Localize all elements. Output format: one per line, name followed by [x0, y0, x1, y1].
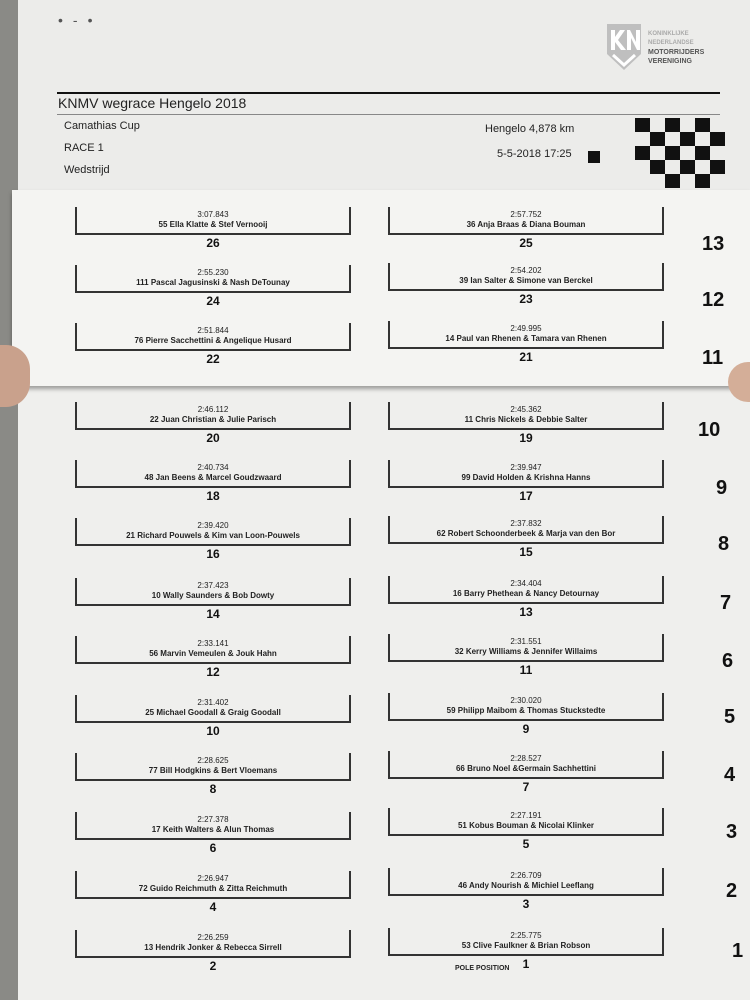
- slot-laptime: 2:46.112: [197, 405, 229, 414]
- slot-laptime: 2:27.378: [197, 815, 229, 824]
- slot-laptime: 2:45.362: [510, 405, 542, 414]
- slot-riders: 55 Ella Klatte & Stef Vernooij: [158, 220, 268, 229]
- checkered-flag-icon: [635, 118, 725, 188]
- slot-position: 24: [206, 294, 220, 308]
- grid-slot: [388, 207, 664, 250]
- grid-slot: [388, 693, 664, 736]
- grid-slot: [75, 460, 351, 503]
- event-title: KNMV wegrace Hengelo 2018: [58, 95, 247, 111]
- slot-laptime: 2:26.259: [197, 933, 229, 942]
- grid-slot: [75, 578, 351, 621]
- slot-riders: 22 Juan Christian & Julie Parisch: [149, 415, 277, 424]
- logo-line: KONINKLIJKE: [648, 31, 689, 37]
- slot-position: 26: [206, 236, 220, 250]
- square-marker: [588, 151, 600, 163]
- slot-position: 13: [519, 605, 533, 619]
- slot-riders: 36 Anja Braas & Diana Bouman: [466, 220, 586, 229]
- slot-riders: 77 Bill Hodgkins & Bert Vloemans: [148, 766, 278, 775]
- slot-laptime: 2:25.775: [510, 931, 542, 940]
- slot-riders: 11 Chris Nickels & Debbie Salter: [464, 415, 588, 424]
- slot-riders: 14 Paul van Rhenen & Tamara van Rhenen: [445, 334, 607, 343]
- slot-riders: 51 Kobus Bouman & Nicolai Klinker: [457, 821, 595, 830]
- logo-line: NEDERLANDSE: [648, 40, 694, 46]
- slot-riders: 21 Richard Pouwels & Kim van Loon-Pouwels: [126, 531, 300, 540]
- grid-row-number: 10: [698, 419, 721, 441]
- race-name: RACE 1: [64, 142, 104, 154]
- slot-position: 22: [206, 352, 220, 366]
- slot-riders: 10 Wally Saunders & Bob Dowty: [151, 591, 275, 600]
- slot-riders: 59 Philipp Maibom & Thomas Stuckstedte: [446, 706, 606, 715]
- slot-position: 9: [522, 722, 530, 736]
- slot-position: 19: [519, 431, 533, 445]
- grid-slot: [75, 323, 351, 366]
- slot-riders: 16 Barry Phethean & Nancy Detournay: [452, 589, 600, 598]
- grid-row-number: 7: [720, 592, 732, 614]
- grid-row-number: 2: [726, 880, 738, 902]
- slot-laptime: 2:31.402: [197, 698, 229, 707]
- slot-position: 4: [209, 900, 217, 914]
- slot-riders: 72 Guido Reichmuth & Zitta Reichmuth: [138, 884, 288, 893]
- grid-slot: [388, 808, 664, 851]
- grid-row-number: 3: [726, 821, 738, 843]
- grid-slot: [75, 753, 351, 796]
- slot-position: 2: [209, 959, 217, 973]
- slot-riders: 25 Michael Goodall & Graig Goodall: [145, 708, 281, 717]
- slot-riders: 111 Pascal Jagusinski & Nash DeTounay: [136, 278, 290, 287]
- pole-position-label: POLE POSITION: [455, 965, 510, 972]
- grid-slot: [75, 402, 351, 445]
- grid-slot: [75, 930, 351, 973]
- grid-slot: [388, 263, 664, 306]
- slot-position: 20: [206, 431, 220, 445]
- grid-row-number: 5: [724, 706, 736, 728]
- slot-laptime: 2:30.020: [510, 696, 542, 705]
- grid-slot: [75, 636, 351, 679]
- slot-riders: 32 Kerry Williams & Jennifer Willaims: [454, 647, 598, 656]
- slot-riders: 46 Andy Nourish & Michiel Leeflang: [458, 881, 594, 890]
- slot-riders: 62 Robert Schoonderbeek & Marja van den Bor: [436, 529, 616, 538]
- slot-position: 5: [522, 837, 530, 851]
- slot-riders: 17 Keith Walters & Alun Thomas: [151, 825, 275, 834]
- slot-laptime: 2:57.752: [510, 210, 542, 219]
- slot-position: 3: [522, 897, 530, 911]
- logo-line: VERENIGING: [648, 58, 692, 65]
- grid-row-number: 8: [718, 533, 730, 555]
- grid-slot: [75, 871, 351, 914]
- grid-slot: [75, 207, 351, 250]
- grid-slot: [75, 518, 351, 561]
- slot-laptime: 2:55.230: [197, 268, 229, 277]
- slot-position: 6: [209, 841, 217, 855]
- slot-laptime: 2:37.832: [510, 519, 542, 528]
- header-rule: [57, 92, 720, 94]
- slot-riders: 66 Bruno Noel &Germain Sachhettini: [455, 764, 597, 773]
- session-name: Wedstrijd: [64, 164, 110, 176]
- knmv-logo-icon: [605, 22, 643, 72]
- grid-slot: [388, 576, 664, 619]
- grid-row-number: 11: [702, 347, 724, 369]
- slot-position: 10: [206, 724, 220, 738]
- grid-row-number: 6: [722, 650, 734, 672]
- slot-laptime: 2:33.141: [197, 639, 229, 648]
- slot-laptime: 2:54.202: [510, 266, 542, 275]
- slot-laptime: 2:39.420: [197, 521, 229, 530]
- header-divider: [57, 114, 720, 115]
- slot-riders: 99 David Holden & Krishna Hanns: [461, 473, 591, 482]
- slot-position: 21: [519, 350, 533, 364]
- slot-riders: 48 Jan Beens & Marcel Goudzwaard: [144, 473, 282, 482]
- slot-laptime: 2:27.191: [510, 811, 542, 820]
- circuit-length: Hengelo 4,878 km: [485, 123, 575, 135]
- logo-line: MOTORRIJDERS: [648, 49, 705, 56]
- grid-row-number: 13: [702, 233, 725, 255]
- slot-laptime: 2:49.995: [510, 324, 542, 333]
- slot-laptime: 2:39.947: [510, 463, 542, 472]
- slot-laptime: 2:28.527: [510, 754, 542, 763]
- grid-slot: [388, 516, 664, 559]
- slot-laptime: 2:34.404: [510, 579, 542, 588]
- grid-slot: [75, 812, 351, 855]
- slot-position: 25: [519, 236, 533, 250]
- slot-laptime: 2:28.625: [197, 756, 229, 765]
- grid-row-number: 9: [716, 477, 728, 499]
- slot-laptime: 2:37.423: [197, 581, 229, 590]
- grid-slot: [388, 402, 664, 445]
- slot-position: 12: [206, 665, 220, 679]
- slot-laptime: 2:26.947: [197, 874, 229, 883]
- paper-specks: •‐•: [58, 12, 103, 28]
- grid-slot: [75, 265, 351, 308]
- slot-laptime: 2:31.551: [510, 637, 542, 646]
- grid-row-number: 12: [702, 289, 725, 311]
- grid-slot: [388, 868, 664, 911]
- slot-position: 23: [519, 292, 533, 306]
- slot-position: 8: [209, 782, 217, 796]
- grid-slot: [388, 751, 664, 794]
- slot-riders: 56 Marvin Vemeulen & Jouk Hahn: [149, 649, 277, 658]
- slot-laptime: 2:40.734: [197, 463, 229, 472]
- slot-position: 16: [206, 547, 220, 561]
- grid-slot: [388, 634, 664, 677]
- slot-position: 11: [519, 663, 533, 677]
- slot-riders: 13 Hendrik Jonker & Rebecca Sirrell: [144, 943, 282, 952]
- slot-riders: 53 Clive Faulkner & Brian Robson: [461, 941, 591, 950]
- slot-position: 14: [206, 607, 220, 621]
- slot-laptime: 3:07.843: [197, 210, 229, 219]
- slot-position: 18: [206, 489, 220, 503]
- slot-laptime: 2:26.709: [510, 871, 542, 880]
- grid-slot: [75, 695, 351, 738]
- slot-position: 15: [519, 545, 533, 559]
- slot-riders: 76 Pierre Sacchettini & Angelique Husard: [134, 336, 292, 345]
- logo-text: [648, 30, 704, 66]
- race-datetime: 5-5-2018 17:25: [497, 148, 572, 160]
- slot-position: 7: [522, 780, 530, 794]
- grid-row-number: 4: [724, 764, 736, 786]
- slot-riders: 39 Ian Salter & Simone van Berckel: [459, 276, 593, 285]
- slot-position: 17: [519, 489, 533, 503]
- slot-position: 1: [522, 957, 530, 971]
- grid-slot: [388, 460, 664, 503]
- grid-slot: [388, 321, 664, 364]
- slot-laptime: 2:51.844: [197, 326, 229, 335]
- grid-row-number: 1: [732, 940, 744, 962]
- series-name: Camathias Cup: [64, 120, 140, 132]
